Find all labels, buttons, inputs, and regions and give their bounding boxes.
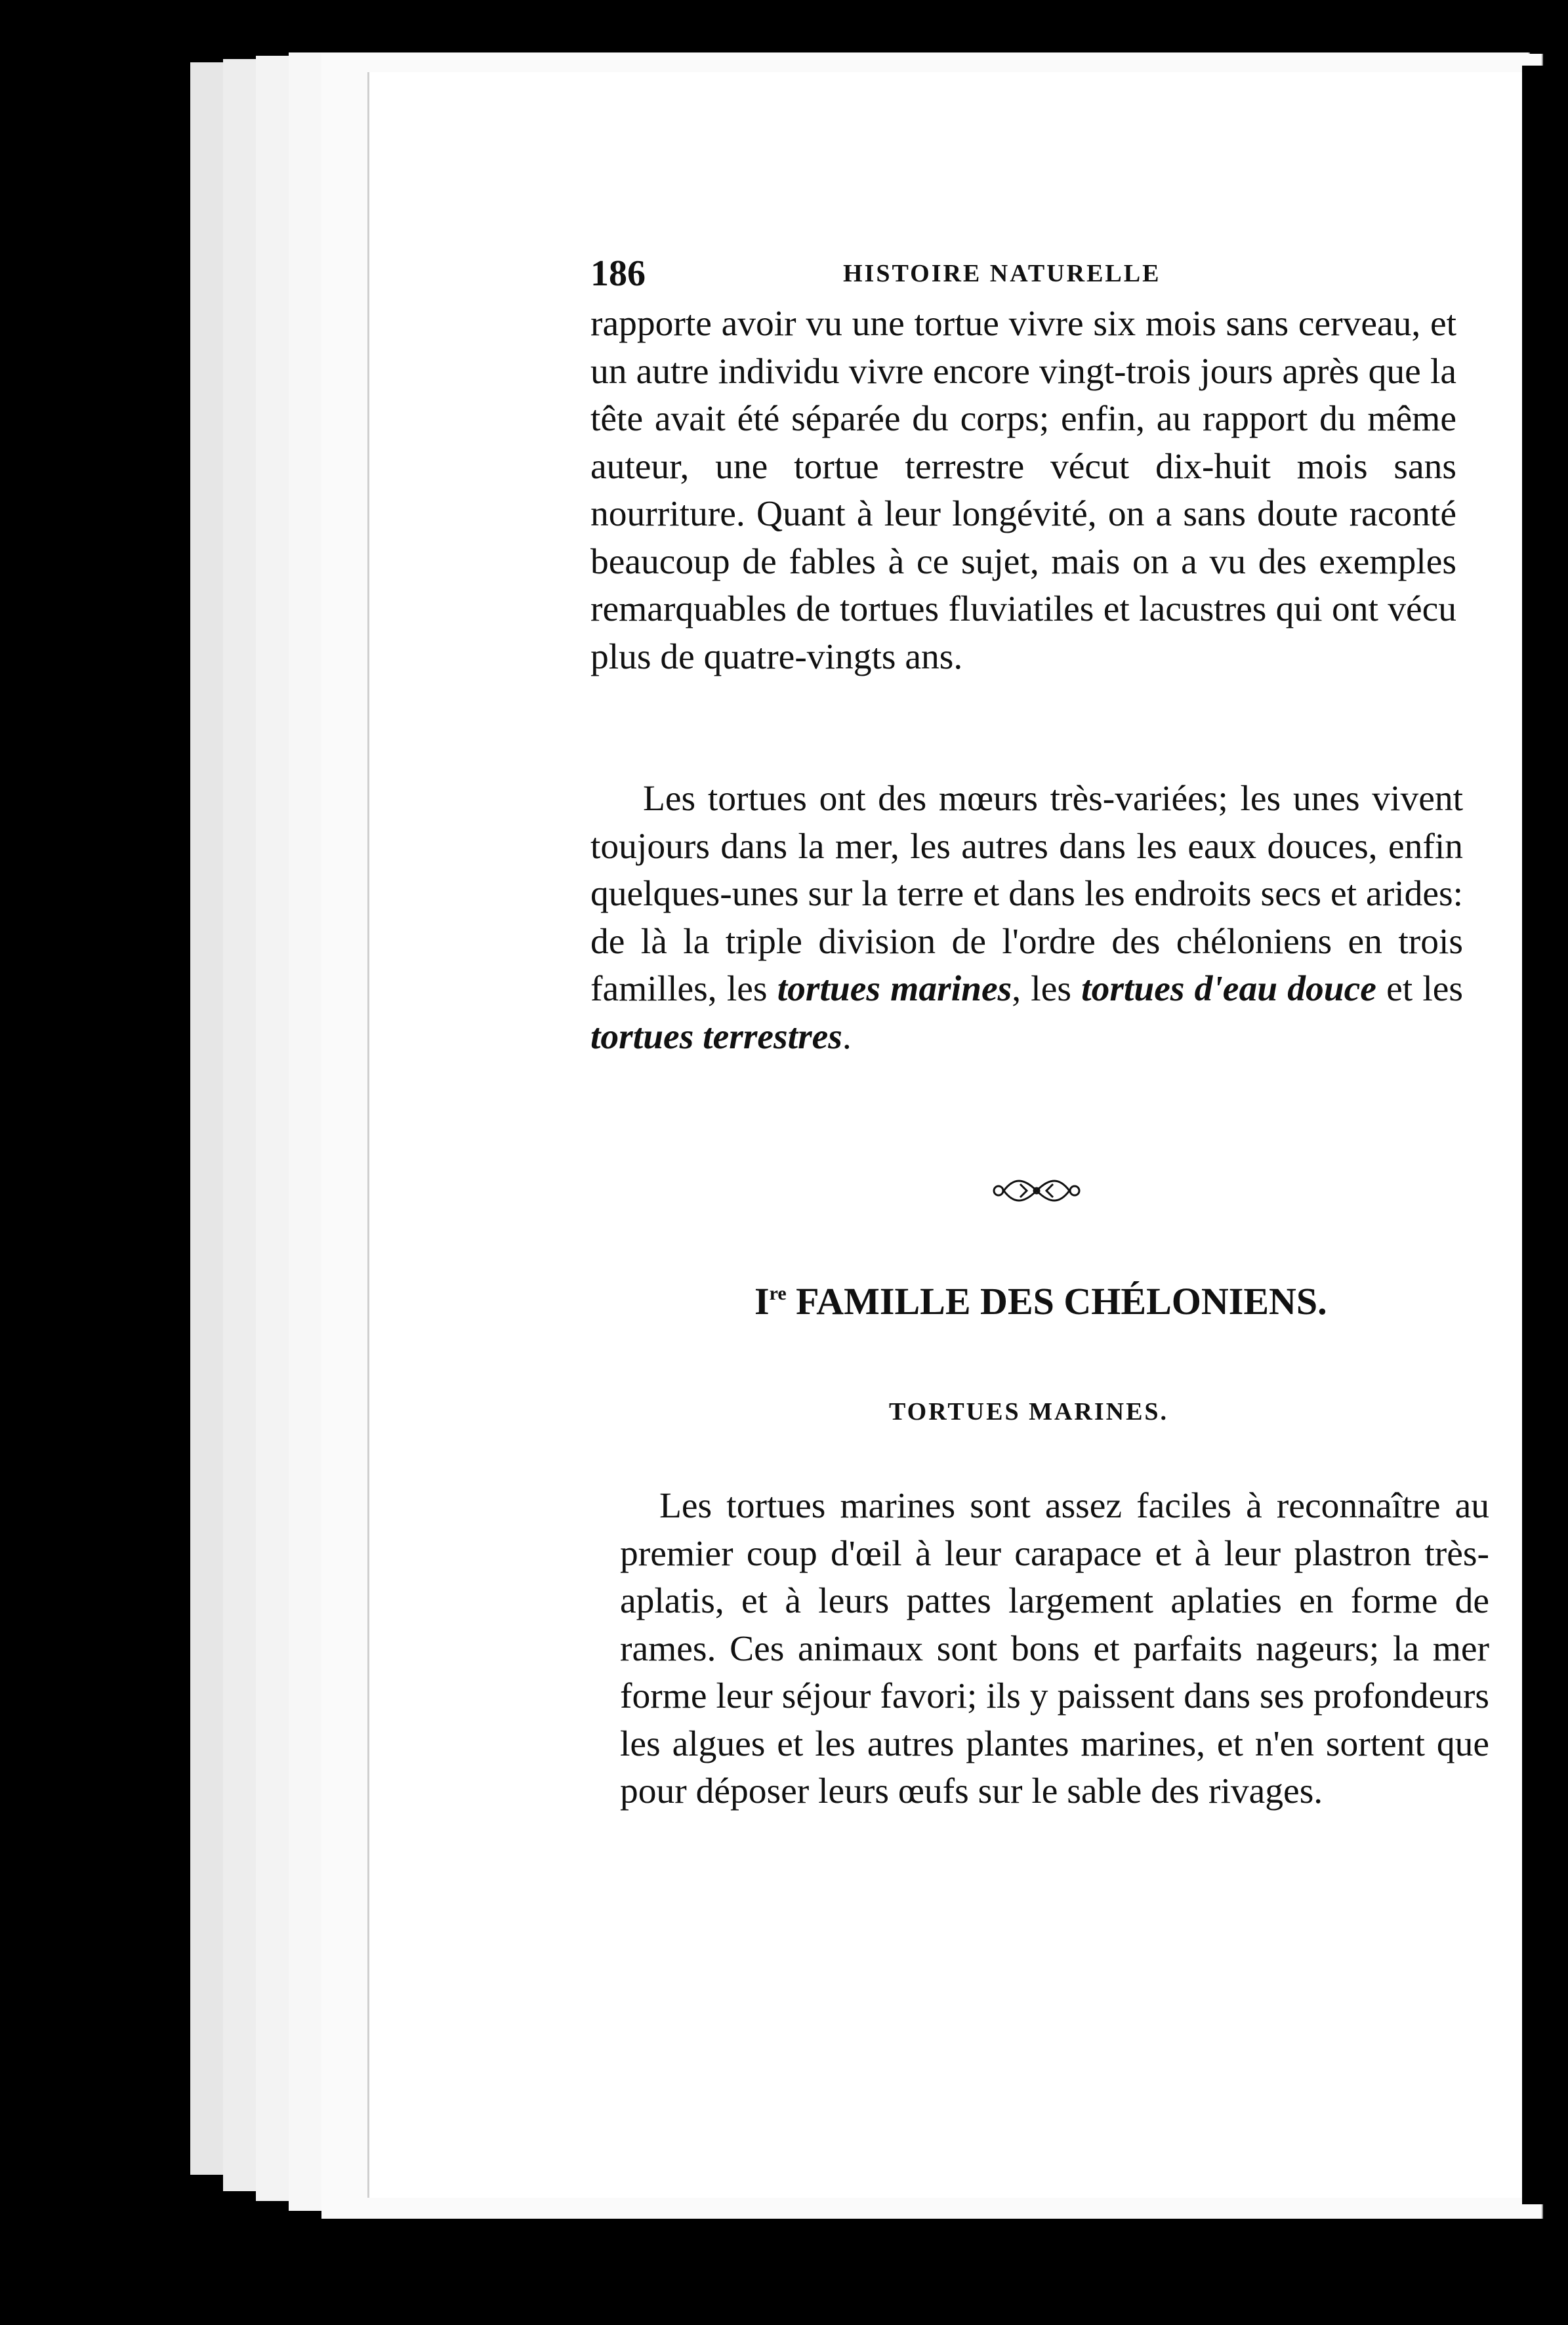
family-title-text: FAMILLE DES CHÉLONIENS. [786,1280,1327,1323]
italic-term: tortues terrestres [590,1016,842,1057]
paragraph-moeurs [590,775,1463,1061]
running-head [590,253,1207,298]
right-gutter [1522,66,1568,2204]
family-heading [754,1279,1327,1323]
section-heading: TORTUES MARINES. [889,1398,1169,1426]
paragraph-text: , les [1012,969,1082,1009]
family-ordinal-suffix: re [769,1283,787,1304]
fleuron-ornament-icon [991,1174,1083,1207]
running-title: HISTOIRE NATURELLE [843,260,1161,287]
paragraph-text: Les tortues ont des mœurs très-variées; les unes vivent toujours dans la mer, les autres dans les eaux douces, enfin quelques-unes sur la terre et dans les endroits secs et arides: de là la triple division de l'ordre des chéloniens en trois familles, les [590,779,1463,1009]
paragraph-text: . [842,1016,852,1057]
italic-term: tortues marines [777,969,1012,1009]
page-number: 186 [590,253,646,294]
paragraph-continuation: rapporte avoir vu une tortue vivre six mois sans cerveau, et un autre individu vivre encore vingt-trois jours après que la tête avait été séparée du corps; enfin, au rapport du même auteur, une tortue terrestre vécut dix-huit mois sans nourriture. Quant à leur longévité, on a sans doute raconté beaucoup de fables à ce sujet, mais on a vu des exemples remarquables de tortues fluviatiles et lacustres qui ont vécu plus de quatre-vingts ans. [590,304,1456,677]
family-roman-numeral: I [754,1280,770,1323]
paragraph-tortues-marines: Les tortues marines sont assez faciles à reconnaître au premier coup d'œil à leur carapace et à leur plastron très-aplatis, et à leurs pattes largement aplaties en forme de rames. Ces animaux sont bons et parfaits nageurs; la mer forme leur séjour favori; ils y paissent dans ses profondeurs les algues et les autres plantes marines, et n'en sortent que pour déposer leurs œufs sur le sable des rivages. [620,1486,1489,1811]
paragraph-text: et les [1376,969,1463,1009]
italic-term: tortues d'eau douce [1081,969,1376,1009]
